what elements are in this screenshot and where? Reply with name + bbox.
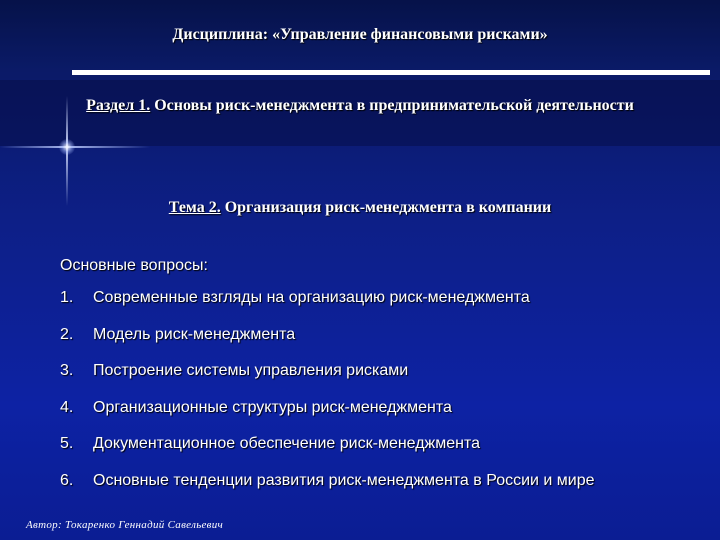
list-item-text: Построение системы управления рисками	[93, 362, 409, 380]
list-item-text: Современные взгляды на организацию риск-менеджмента	[93, 289, 530, 306]
section-text: Основы риск-менеджмента в предпринимательской деятельности	[150, 97, 634, 114]
section-heading	[60, 93, 660, 118]
topic-label: Тема 2.	[168, 199, 221, 216]
slide-title: Дисциплина: «Управление финансовыми рисками»	[172, 26, 548, 43]
questions-list	[60, 289, 595, 509]
topic-heading	[0, 199, 720, 217]
section-label: Раздел 1.	[86, 97, 151, 114]
list-item-number: 3.	[60, 362, 74, 380]
list-item	[60, 326, 595, 363]
light-flare-horizontal	[0, 146, 150, 148]
list-item-text: Документационное обеспечение риск-менеджмента	[93, 435, 481, 453]
list-item	[60, 289, 595, 326]
title-divider	[72, 70, 710, 75]
list-item-number: 2.	[60, 325, 74, 343]
questions-label: Основные вопросы:	[60, 257, 208, 274]
list-item	[60, 472, 595, 509]
author-credit: Автор: Токаренко Геннадий Савельевич	[26, 519, 224, 531]
topic-text: Организация риск-менеджмента в компании	[220, 199, 552, 216]
list-item-text: Основные тенденции развития риск-менеджмента в России и мире	[93, 471, 595, 489]
list-item-text: Организационные структуры риск-менеджмента	[93, 398, 452, 416]
list-item-text: Модель риск-менеджмента	[93, 325, 296, 343]
list-item	[60, 399, 595, 436]
list-item	[60, 362, 595, 399]
list-item-number: 4.	[60, 398, 74, 416]
list-item	[60, 435, 595, 472]
list-item-number: 6.	[60, 471, 74, 489]
light-flare-icon	[59, 139, 75, 155]
list-item-number: 1.	[60, 289, 74, 306]
list-item-number: 5.	[60, 435, 74, 453]
